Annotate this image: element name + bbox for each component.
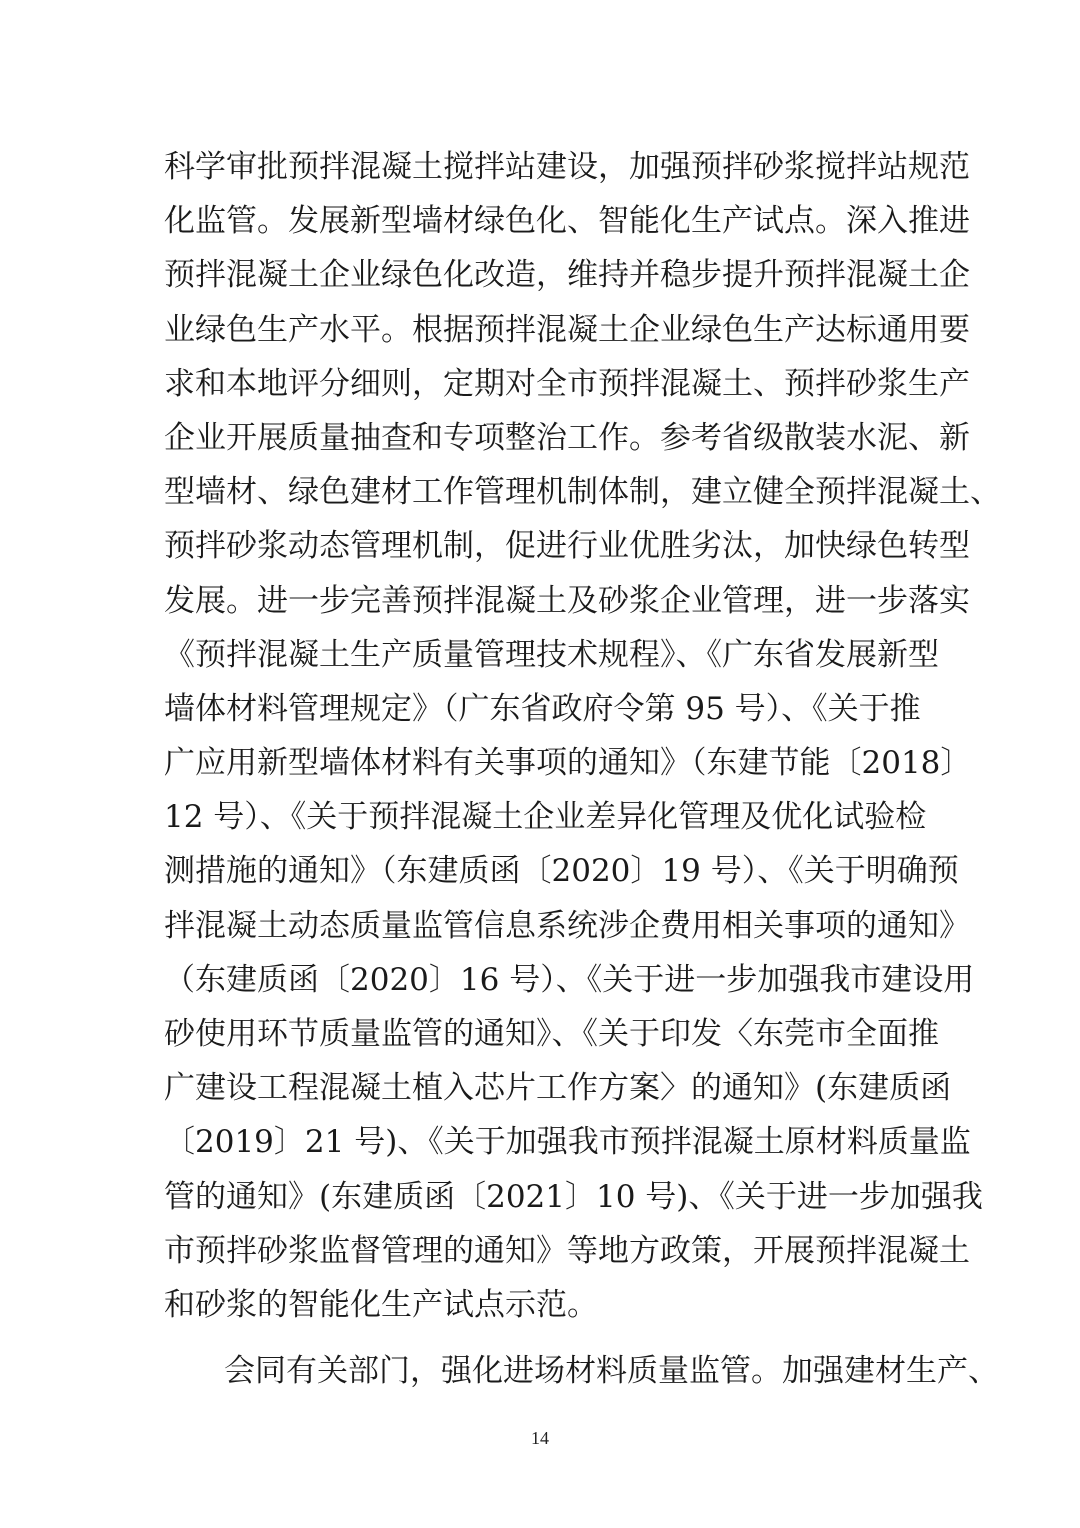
text-line: 预拌混凝土企业绿色化改造，维持并稳步提升预拌混凝土企	[164, 257, 970, 294]
text-line: 化监管。发展新型墙材绿色化、智能化生产试点。深入推进	[164, 203, 970, 240]
text-line: 拌混凝土动态质量监管信息系统涉企费用相关事项的通知》	[164, 907, 970, 944]
text-line: 科学审批预拌混凝土搅拌站建设，加强预拌砂浆搅拌站规范	[164, 149, 970, 185]
text-line: （东建质函〔2020〕16 号）、《关于进一步加强我市建设用	[164, 961, 975, 998]
text-line: 企业开展质量抽查和专项整治工作。参考省级散装水泥、新	[164, 419, 970, 456]
text-line: 测措施的通知》（东建质函〔2020〕19 号）、《关于明确预	[164, 853, 959, 890]
body-text	[164, 140, 1001, 1398]
text-line: 《预拌混凝土生产质量管理技术规程》、《广东省发展新型	[164, 636, 939, 673]
text-line: 发展。进一步完善预拌混凝土及砂浆企业管理，进一步落实	[164, 582, 970, 619]
paragraph-gap	[164, 1332, 916, 1344]
text-line: 市预拌砂浆监督管理的通知》等地方政策，开展预拌混凝土	[164, 1232, 970, 1269]
paragraph-1	[164, 140, 1001, 1332]
text-line: 墙体材料管理规定》（广东省政府令第 95 号）、《关于推	[164, 690, 921, 727]
text-line: 预拌砂浆动态管理机制，促进行业优胜劣汰，加快绿色转型	[164, 528, 970, 565]
text-line: 广建设工程混凝土植入芯片工作方案〉的通知》(东建质函	[164, 1070, 952, 1107]
text-line: 砂使用环节质量监管的通知》、《关于印发〈东莞市全面推	[164, 1016, 939, 1052]
text-line: 型墙材、绿色建材工作管理机制体制，建立健全预拌混凝土、	[164, 474, 1001, 511]
text-line: 业绿色生产水平。根据预拌混凝土企业绿色生产达标通用要	[164, 311, 970, 348]
text-line: 会同有关部门，强化进场材料质量监管。加强建材生产、	[224, 1353, 999, 1390]
text-line: 〔2019〕21 号)、《关于加强我市预拌混凝土原材料质量监	[164, 1124, 971, 1161]
text-line: 12 号）、《关于预拌混凝土企业差异化管理及优化试验检	[164, 799, 927, 836]
text-line: 求和本地评分细则，定期对全市预拌混凝土、预拌砂浆生产	[164, 365, 970, 402]
text-line: 管的通知》(东建质函〔2021〕10 号)、《关于进一步加强我	[164, 1178, 983, 1215]
page-number: 14	[531, 1428, 549, 1448]
text-line: 广应用新型墙体材料有关事项的通知》（东建节能〔2018〕	[164, 745, 972, 782]
paragraph-2	[164, 1344, 999, 1398]
text-line: 和砂浆的智能化生产试点示范。	[164, 1286, 598, 1323]
